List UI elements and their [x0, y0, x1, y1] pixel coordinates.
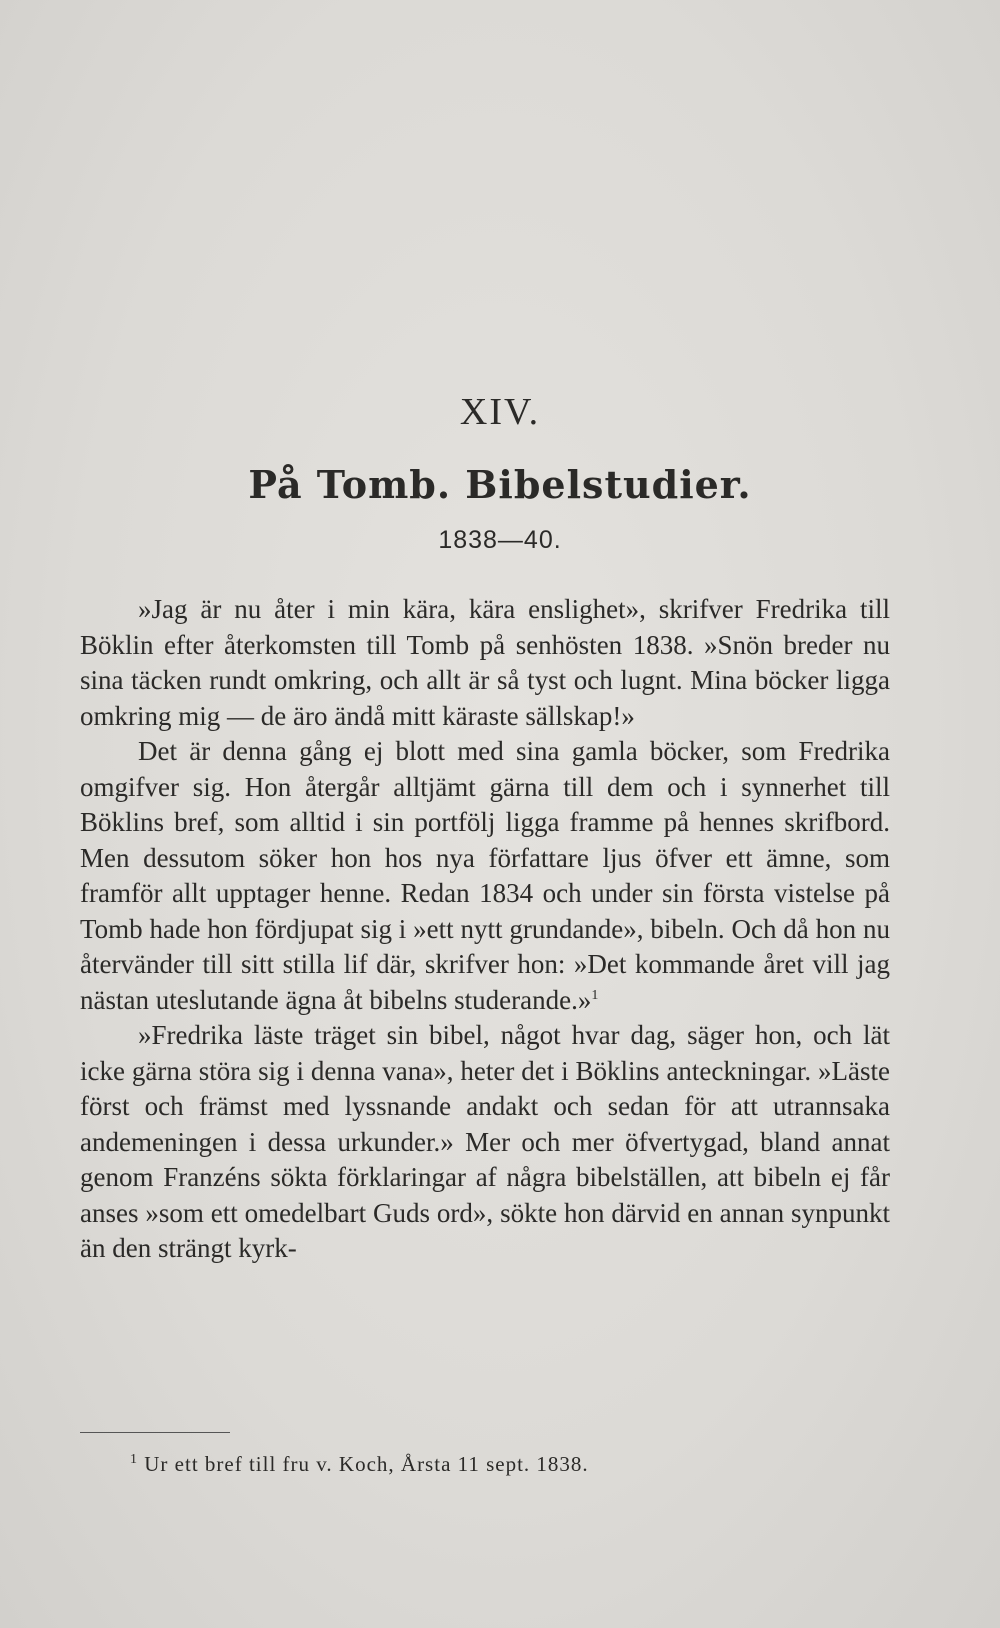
- paragraph-3: »Fredrika läste träget sin bibel, något hvar dag, säger hon, och lät icke gärna störa sig i denna vana», heter det i Böklins anteckningar. »Läste först och främst med lyssnande andakt och sedan för att utrannsaka andemeningen i dessa urkunder.» Mer och mer öfvertygad, bland annat genom Franzéns sökta förklaringar af några bibelställen, att bibeln ej får anses »som ett omedelbart Guds ord», sökte hon därvid en annan synpunkt än den strängt kyrk-: [80, 1020, 890, 1263]
- footnote-marker: 1: [130, 1452, 138, 1467]
- paragraph-1: »Jag är nu åter i min kära, kära enslighet», skrifver Fredrika till Böklin efter återkomsten till Tomb på senhösten 1838. »Snön breder nu sina täcken rundt omkring, och allt är så tyst och lugnt. Mina böcker ligga omkring mig — de äro ändå mitt käraste sällskap!»: [80, 594, 890, 731]
- footnote: [130, 1452, 830, 1477]
- footnote-reference: 1: [591, 987, 599, 1003]
- body-text: [80, 592, 890, 1267]
- chapter-title: På Tomb. Bibelstudier.: [248, 462, 752, 507]
- paragraph-2-text: Det är denna gång ej blott med sina gamla böcker, som Fredrika omgifver sig. Hon återgår alltjämt gärna till dem och i synnerhet till Böklins bref, som alltid i sin portfölj ligga framme på hennes skrifbord. Men dessutom söker hon hos nya författare ljus öfver ett ämne, som framför allt upptager henne. Redan 1834 och under sin första vistelse på Tomb hade hon fördjupat sig i »ett nytt grundande», bibeln. Och då hon nu återvänder till sitt stilla lif där, skrifver hon: »Det kommande året vill jag nästan uteslutande ägna åt bibelns studerande.»: [80, 736, 890, 1015]
- chapter-number: XIV.: [459, 391, 541, 433]
- paragraph-2: [80, 734, 890, 1018]
- footnote-text: Ur ett bref till fru v. Koch, Årsta 11 sept. 1838.: [144, 1452, 589, 1476]
- chapter-years: 1838—40.: [438, 526, 562, 554]
- footnote-divider: [80, 1432, 230, 1433]
